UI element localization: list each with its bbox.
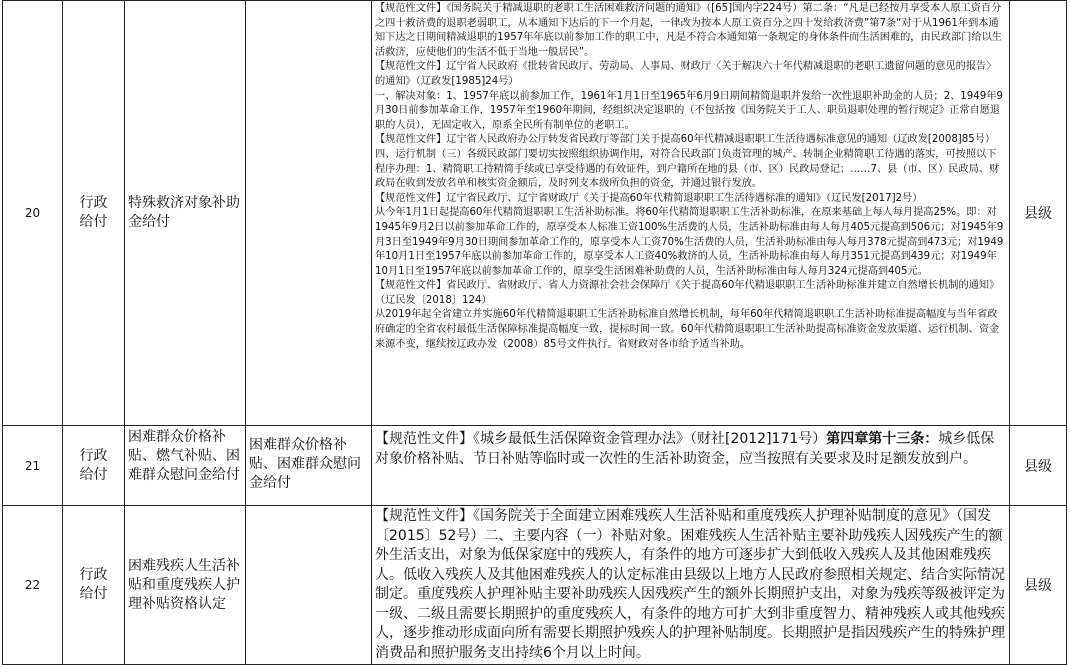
basis-paragraph: 【规范性文件】辽宁省人民政府《批转省民政厅、劳动局、人事局、财政厅〈关于解决六十年代精减退职的老职工遗留问题的意见的报告〉的通知》（辽政发[1985]24号） [375,61,997,87]
table-row [3,1,1067,426]
basis-paragraph: 【规范性文件】《国务院关于精减退职的老职工生活困难救济问题的通知》（[65]国内字224号）第二条：“凡是已经按月享受本人原工资百分之四十救济费的退职老弱职工，从本通知下达后的下一个月起，一律改为按本人原工资百分之四十发给救济费”第7条“对于从1961年到本通知下达之日期间精减退职的1957年年底以前参加工作的职工中，凡是不符合本通知第一条规定的身体条件而生活困难的，由民政部门给以生活救济，应使他们的生活不低于当地一般居民”。 [375,3,1002,58]
basis-paragraph: 从今年1月1日起提高60年代精简退职职工生活补助标准。将60年代精简退职职工生活补助标准，在原来基础上每人每月提高25%。即：对1945年9月2日以前参加革命工作的，原享受本人标准工资100%生活费的人员，生活补助标准由每人每月405元提高到506元；对1945年9月3日至1949年9月30日期间参加革命工作的，原享受本人工资70%生活费的人员，生活补助标准由每人每月378元提高到473元；对1949年10月1日至1957年底以前参加革命工作的，原享受本人工资40%救济的人员，生活补助标准由每人每月351元提高到439元；对1949年10月1日至1957年底以前参加革命工作的，原享受生活困难补助费的人员，生活补助标准由每人每月324元提高到405元。 [375,207,1004,277]
basis-article: 第四章第十三条： [826,431,939,447]
basis-lead: 【规范性文件】《城乡最低生活保障资金管理办法》（财社[2012]171号） [375,431,827,447]
table-row [3,426,1067,506]
policy-table [2,0,1067,665]
item-name-cell: 困难群众价格补贴、燃气补贴、困难群众慰问金给付 [125,426,246,506]
sub-item-cell [246,1,372,426]
legal-basis-cell: 【规范性文件】《国务院关于全面建立困难残疾人生活补贴和重度残疾人护理补贴制度的意见》（国发〔2015〕52号）二、主要内容（一）补贴对象。困难残疾人生活补贴主要补助残疾人因残疾产生的额外生活支出，对象为低保家庭中的残疾人，有条件的地方可逐步扩大到低收入残疾人及其他困难残疾人。低收入残疾人及其他困难残疾人的认定标准由县级以上地方人民政府参照相关规定、结合实际情况制定。重度残疾人护理补贴主要补助残疾人因残疾产生的额外长期照护支出，对象为残疾等级被评定为一级、二级且需要长期照护的重度残疾人，有条件的地方可扩大到非重度智力、精神残疾人或其他残疾人，逐步推动形成面向所有需要长期照护残疾人的护理补贴制度。长期照护是指因残疾产生的特殊护理消费品和照护服务支出持续6个月以上时间。 [372,506,1010,665]
basis-paragraph: 【规范性文件】辽宁省人民政府办公厅转发省民政厅等部门关于提高60年代精减退职职工生活待遇标准意见的通知（辽政发[2008]85号） [375,134,996,146]
sub-item-cell: 困难群众价格补贴、困难群众慰问金给付 [246,426,372,506]
sub-item-cell [246,506,372,665]
category-cell: 行政给付 [63,506,125,665]
level-cell: 县级 [1010,426,1067,506]
basis-paragraph: 【规范性文件】辽宁省民政厅、辽宁省财政厅《关于提高60年代精简退职职工生活待遇标准的通知》（辽民发[2017]2号） [375,192,923,204]
row-number: 20 [3,1,63,426]
level-cell: 县级 [1010,506,1067,665]
category-cell: 行政给付 [63,426,125,506]
basis-paragraph: 从2019年起全省建立并实施60年代精简退职职工生活补助标准自然增长机制，每年60年代精简退职职工生活补助标准提高幅度与当年省政府确定的全省农村最低生活保障标准提高幅度一致，提标时间一致。60年代精简退职职工生活补助提高标准资金发放渠道、运行机制、资金来源不变，继续按辽政办发（2008）85号文件执行。省财政对各市给予适当补助。 [375,309,1000,350]
item-name-cell: 特殊救济对象补助金给付 [125,1,246,426]
table-row [3,506,1067,665]
level-cell: 县级 [1010,1,1067,426]
basis-paragraph: 【规范性文件】省民政厅、省财政厅、省人力资源社会社会保障厅《关于提高60年代精退职职工生活补助标准并建立自然增长机制的通知》（辽民发〔2018〕124） [375,280,1000,306]
basis-text: 城乡低保对象价格补贴、节日补贴等临时或一次性的生活补助资金，应当按照有关要求及时足额发放到户。 [375,431,995,467]
basis-paragraph: 一、解决对象：1、1957年底以前参加工作，1961年1月1日至1965年6月9日期间精简退职并发给一次性退职补助金的人员；2、1949年9月30日前参加革命工作，1957年至1960年期间，经组织决定退职的（不包括按《国务院关于工人、职员退职处理的暂行规定》正常自愿退职的人员），无固定收入，原系全民所有制单位的老职工。 [375,90,1003,131]
row-number: 22 [3,506,63,665]
item-name-cell: 困难残疾人生活补贴和重度残疾人护理补贴资格认定 [125,506,246,665]
legal-basis-cell [372,426,1010,506]
basis-paragraph: 四、运行机制（三）各级民政部门要切实按照组织协调作用，对符合民政部门负责管理的城产、转制企业精简职工待遇的落实，可按照以下程序办理：1、精简职工持精简手续或已享受待遇的有效证件，到户籍所在地的县（市、区）民政局登记；……7、县（市、区）民政局、财政局在收到发放名单和核实资金额后，及时列支本级所负担的资金，并通过银行发放。 [375,148,1000,190]
row-number: 21 [3,426,63,506]
category-cell: 行政给付 [63,1,125,426]
legal-basis-cell [372,1,1010,426]
